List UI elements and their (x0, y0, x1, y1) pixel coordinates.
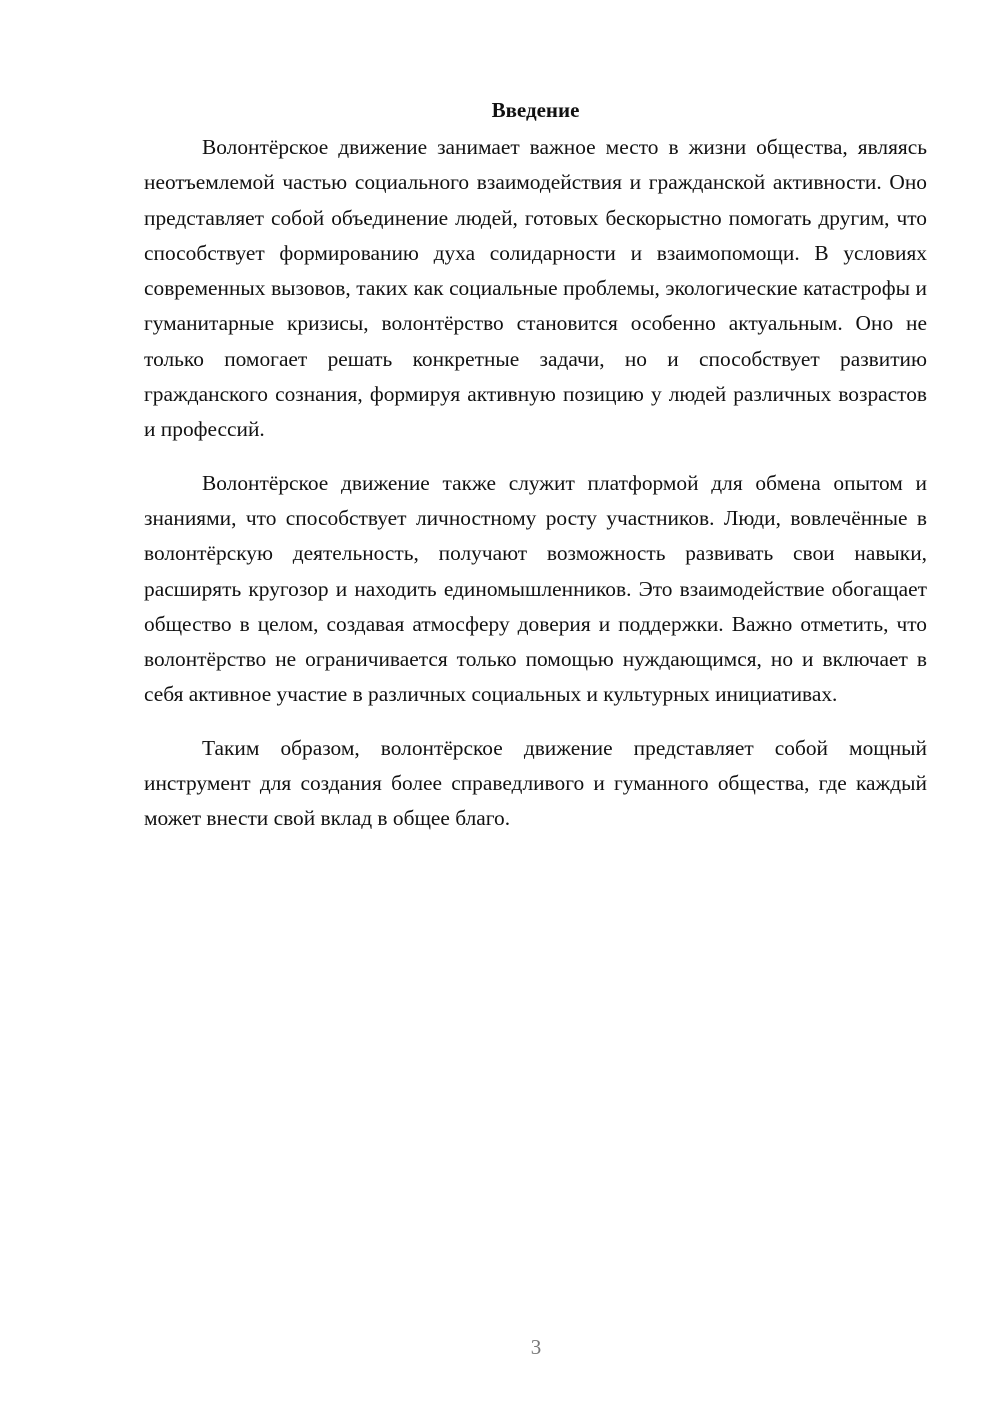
paragraph-1: Волонтёрское движение занимает важное место в жизни общества, являясь неотъемлемой частью социального взаимодействия и гражданской активности. Оно представляет собой объединение людей, готовых бескорыстно помогать другим, что способствует формированию духа солидарности и взаимопомощи. В условиях современных вызовов, таких как социальные проблемы, экологические катастрофы и гуманитарные кризисы, волонтёрство становится особенно актуальным. Оно не только помогает решать конкретные задачи, но и способствует развитию гражданского сознания, формируя активную позицию у людей различных возрастов и профессий. (144, 135, 927, 442)
page-content (144, 92, 927, 837)
paragraph-3: Таким образом, волонтёрское движение представляет собой мощный инструмент для создания более справедливого и гуманного общества, где каждый может внести свой вклад в общее благо. (144, 735, 927, 831)
page-number: 3 (530, 1335, 542, 1359)
section-title: Введение (491, 98, 580, 122)
paragraph-2: Волонтёрское движение также служит платформой для обмена опытом и знаниями, что способствует личностному росту участников. Люди, вовлечённые в волонтёрскую деятельность, получают возможность развивать свои навыки, расширять кругозор и находить единомышленников. Это взаимодействие обогащает общество в целом, создавая атмосферу доверия и поддержки. Важно отметить, что волонтёрство не ограничивается только помощью нуждающимся, но и включает в себя активное участие в различных социальных и культурных инициативах. (144, 470, 927, 707)
